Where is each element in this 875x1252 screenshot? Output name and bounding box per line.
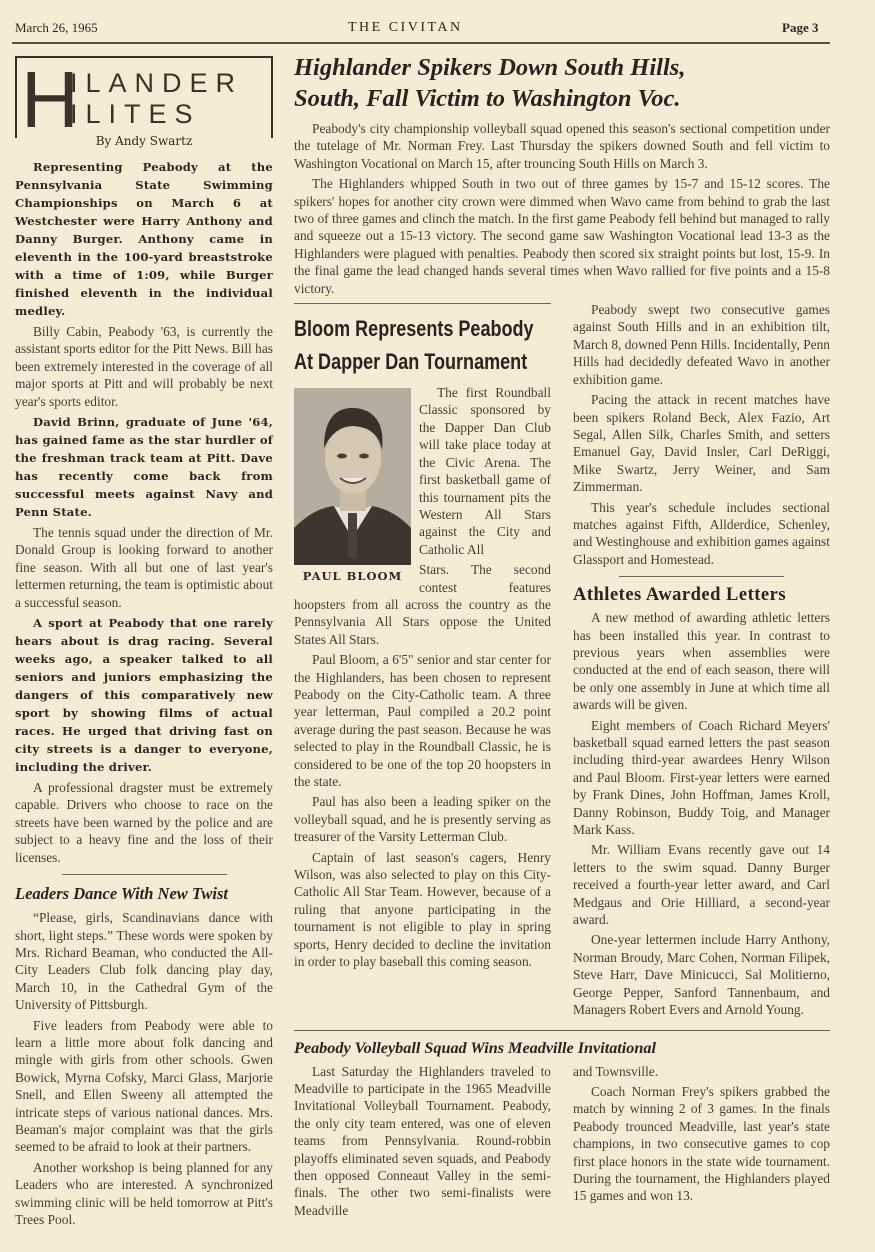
paragraph: Peabody's city championship volleyball squad opened this season's sectional competition under the tutelage of Mr. Norman Frey. Last Thursday the spikers downed South and fell victim to Washington Vocational on March 15, after trouncing South Hills on March 3. <box>294 121 830 171</box>
section-divider <box>619 576 784 577</box>
photo-block <box>294 388 411 585</box>
paul-bloom-photo <box>294 388 411 565</box>
byline: By Andy Swartz <box>95 134 193 148</box>
spikers-headline-line1: Highlander Spikers Down South Hills, <box>294 54 686 81</box>
volleyball-article-col1 <box>294 1063 551 1223</box>
paragraph: Paul Bloom, a 6'5" senior and star center for the Highlanders, has been chosen to represent Peabody on the City-Catholic team. A three year letterman, Paul compiled a 20.2 point average during the past season. Because he was selected to play in the Roundball Classic, he is considered to be one of the top 20 hoopsters in the state. <box>294 652 551 789</box>
paragraph: The Highlanders whipped South in two out of three games by 15-7 and 15-12 scores. The spikers' hopes for another city crown were dimmed when Wavo came from behind to grab the last two of three games and clinch the match. In the first game Peabody fell behind but managed to rally and squeeze out a 15-13 victory. The second game saw Washington Vocational lead 13-3 as the Highlanders were plagued with penalties. Peabody then scored six straight points but lost, 15-9. In the final game the lead changed hands several times when Wavo rallied for five points and a 15-8 victory. <box>294 176 830 296</box>
page-body <box>0 44 875 1231</box>
masthead-big-letter: H <box>21 55 79 144</box>
photo-caption: PAUL BLOOM <box>302 569 403 584</box>
paragraph: Five leaders from Peabody were able to learn a little more about folk dancing and mingle with girls from other schools. Gwen Bowick, Myrna Cofsky, Marci Glass, Marjorie Snell, and Ellen Sweeny all attempted the intricate steps of various national dances. Mrs. Beaman's major complaint was that the girls seemed to be afraid to look at their partners. <box>15 1017 273 1155</box>
section-divider <box>294 1030 830 1031</box>
section-divider <box>294 303 551 304</box>
paragraph: “Please, girls, Scandinavians dance with short, light steps.” These words were spoken by Mrs. Richard Beaman, who conducted the All-City Leaders Club folk dancing play day, March 10, in the Cathedral Gym of the University of Pittsburgh. <box>15 910 273 1013</box>
bloom-headline-line1: Bloom Represents Peabody <box>294 316 534 342</box>
paragraph: Another workshop is being planned for any Leaders who are interested. A synchronized swimming clinic will be held tomorrow at Pitt's Trees Pool. <box>15 1159 273 1227</box>
volleyball-article-col2 <box>573 1063 830 1208</box>
paragraph: Mr. William Evans recently gave out 14 letters to the swim squad. Danny Burger received a fourth-year letter award, and Carl Medgaus and Orie Hilliard, a second-year award. <box>573 842 830 928</box>
paragraph: Captain of last season's cagers, Henry Wilson, was also selected to play on this City-Catholic All Star Team. However, because of a ruling that anyone participating in the tournament is not eligible to play in spring sports, Henry decided to decline the invitation in order to play baseball this coming season. <box>294 849 551 970</box>
left-column <box>15 44 273 1231</box>
paragraph: and Townsville. <box>573 1063 659 1079</box>
paragraph: The first Roundball Classic sponsored by the Dapper Dan Club will take place today at the Civic Arena. The first basketball game of this tournament pits the Western All Stars against the City and Catholic All <box>419 385 551 557</box>
letters-subcolumn <box>573 301 830 1021</box>
paragraph: Representing Peabody at the Pennsylvania State Swimming Championships on March 6 at Westchester were Harry Anthony and Danny Burger. Anthony came in eleventh in the 100-yard breaststroke with a time of 1:09, while Burger finished eleventh in the individual medley. <box>15 160 273 318</box>
paragraph: Billy Cabin, Peabody '63, is currently the assistant sports editor for the Pitt News. Bill has been extremely interested in the coverage of all major sports at Pitt and will probably be next year's sports editor. <box>15 324 273 409</box>
right-subcolumns <box>294 301 830 1021</box>
spikers-headline-line2: South, Fall Victim to Washington Voc. <box>294 85 681 112</box>
leaders-dance-article <box>15 909 273 1228</box>
letters-headline: Athletes Awarded Letters <box>573 585 787 606</box>
section-divider <box>62 874 227 875</box>
paragraph: Last Saturday the Highlanders traveled to Meadville to participate in the 1965 Meadville Invitational Volleyball Tournament. Peabody, the only city team entered, was one of eleven teams from Pennsylvania. Round-robbin playoffs eliminated seven squads, and Peabody then opposed Conneaut Valley in the semi-finals. The other two semi-finalists were Meadville <box>294 1063 551 1218</box>
letters-article <box>573 609 830 1018</box>
paragraph: Peabody swept two consecutive games against South Hills and in an exhibition tilt, March 8, downed Penn Hills. Incidentally, Penn Hills had decidedly defeated Wavo in another exhibition game. <box>573 302 830 387</box>
paragraph: David Brinn, graduate of June '64, has gained fame as the star hurdler of the freshman track team at Pitt. Dave has recently come back from successful meets against Navy and Penn State. <box>15 415 273 520</box>
spikers-article-wide <box>294 120 830 297</box>
issue-date: March 26, 1965 <box>15 20 98 35</box>
volleyball-columns <box>294 1063 830 1223</box>
volleyball-headline: Peabody Volleyball Squad Wins Meadville Invitational <box>294 1038 656 1057</box>
paragraph: A sport at Peabody that one rarely hears about is drag racing. Several weeks ago, a speaker talked to all seniors and juniors emphasizing the dangers of this comparatively new sport by showing films of actual races. He urged that driving fast on city streets is a danger to everyone, including the driver. <box>15 616 273 775</box>
bloom-subcolumn <box>294 301 551 973</box>
masthead-line2: ILITES <box>70 99 201 129</box>
page-number: Page 3 <box>782 20 819 35</box>
leaders-dance-headline: Leaders Dance With New Twist <box>15 884 228 904</box>
masthead-line1: ILANDER <box>70 68 244 98</box>
paragraph: This year's schedule includes sectional matches against Fifth, Allderdice, Schenley, and Westinghouse and exhibition games against Glassport and Homestead. <box>573 499 830 567</box>
paragraph: One-year lettermen include Harry Anthony, Norman Broudy, Marc Cohen, Norman Filipek, Steve Harr, Dave Minicucci, Sal Molitierno, George Pepper, Sanford Tannenbaum, and Managers Robert Evers and Arnold Young. <box>573 932 830 1018</box>
paragraph: Paul has also been a leading spiker on the volleyball squad, and he is presently serving as treasurer of the Varsity Letterman Club. <box>294 794 551 845</box>
page-header <box>0 0 875 42</box>
paragraph: Coach Norman Frey's spikers grabbed the match by winning 2 of 3 games. In the finals Peabody trounced Meadville, last year's state champions, in two consecutive games to cop first place honors in the state wide tournament. During the tournament, the Highlanders played 15 games and won 13. <box>573 1083 830 1204</box>
paragraph: A new method of awarding athletic letters has been installed this year. In contrast to previous years when assemblies were conducted at the end of each season, there will be only one assembly in June at which time all awards will be given. <box>573 610 830 713</box>
paper-name: THE CIVITAN <box>348 20 463 35</box>
paragraph: Pacing the attack in recent matches have been spikers Roland Beck, Alex Fazio, Art Segal, Allen Silk, Charles Smith, and setters Emanuel Gay, David Insler, Carl DeRiggi, Mike Swartz, Jerry Weiner, and Sam Zimmerman. <box>573 392 830 495</box>
hilites-column <box>15 158 273 866</box>
bloom-headline-line2: At Dapper Dan Tournament <box>294 349 528 375</box>
spikers-article-continued <box>573 301 830 568</box>
paragraph: A professional dragster must be extremely capable. Drivers who choose to race on the streets have been warned by the police and are subject to a heavy fine and the loss of their licenses. <box>15 780 273 865</box>
paragraph: Stars. The second contest features hoopsters from all across the country as the Pennsylvania All Stars oppose the United States All Stars. <box>294 562 551 647</box>
right-section <box>294 44 830 1222</box>
bloom-article <box>294 384 551 970</box>
column-masthead-frame <box>15 56 273 150</box>
paragraph: Eight members of Coach Richard Meyers' basketball squad earned letters the past season including third-year awardees Henry Wilson and Paul Bloom. First-year letters were earned by Frank Dines, John Hoffman, James Kroll, Danny Robinson, Buddy Toig, and Manager Mark Kass. <box>573 717 830 838</box>
portrait-illustration <box>294 388 411 565</box>
paragraph: The tennis squad under the direction of Mr. Donald Group is looking forward to another fine season. With all but one of last year's lettermen returning, the team is optimistic about a successful season. <box>15 525 273 610</box>
